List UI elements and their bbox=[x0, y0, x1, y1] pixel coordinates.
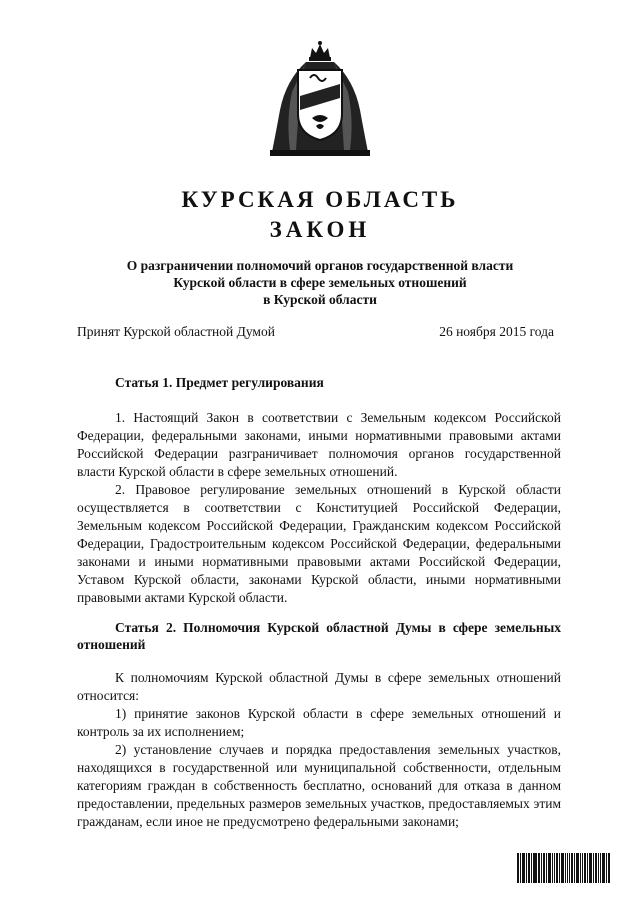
adoption-line bbox=[77, 323, 554, 340]
law-title-line: Курской области в сфере земельных отношений bbox=[173, 275, 467, 290]
article-1-paragraph: 2. Правовое регулирование земельных отношений в Курской области осуществляется в соответствии с Конституцией Российской Федерации, Земельным кодексом Российской Федерации, Гражданским кодексом Российской Федерации, Градостроительным кодексом Российской Федерации, федеральными законами и иными нормативными правовыми актами Российской Федерации, Уставом Курской области, законами Курской области, иными нормативными правовыми актами Курской области. bbox=[77, 482, 561, 605]
law-title bbox=[60, 257, 580, 308]
article-2-paragraph: 2) установление случаев и порядка предоставления земельных участков, находящихся в государственной или муниципальной собственности, отдельным категориям граждан в собственность бесплатно, оснований для отказа в данном предоставлении, предельных размеров земельных участков, предоставляемых этим гражданам, если иное не предусмотрено федеральными законами; bbox=[77, 742, 561, 829]
article-1-paragraph: 1. Настоящий Закон в соответствии с Земельным кодексом Российской Федерации, федеральными законами, иными нормативными правовыми актами Российской Федерации разграничивает полномочия органов государственной власти Курской области в сфере земельных отношений. bbox=[77, 410, 561, 479]
article-1-heading: Статья 1. Предмет регулирования bbox=[115, 375, 324, 390]
barcode-icon bbox=[517, 853, 611, 883]
article-2-paragraph: К полномочиям Курской областной Думы в сфере земельных отношений относится: bbox=[77, 670, 561, 703]
region-title: КУРСКАЯ ОБЛАСТЬ bbox=[181, 187, 459, 212]
coat-of-arms-icon bbox=[266, 40, 374, 158]
adoption-date: 26 ноября 2015 года bbox=[439, 324, 554, 339]
article-2-heading: Статья 2. Полномочия Курской областной Думы в сфере земельных отношений bbox=[77, 620, 561, 652]
document-type: ЗАКОН bbox=[269, 217, 371, 242]
adopted-by: Принят Курской областной Думой bbox=[77, 324, 275, 339]
law-title-line: О разграничении полномочий органов государственной власти bbox=[126, 258, 514, 273]
article-2-paragraph: 1) принятие законов Курской области в сфере земельных отношений и контроль за их исполнением; bbox=[77, 706, 561, 739]
law-title-line: в Курской области bbox=[263, 292, 377, 307]
